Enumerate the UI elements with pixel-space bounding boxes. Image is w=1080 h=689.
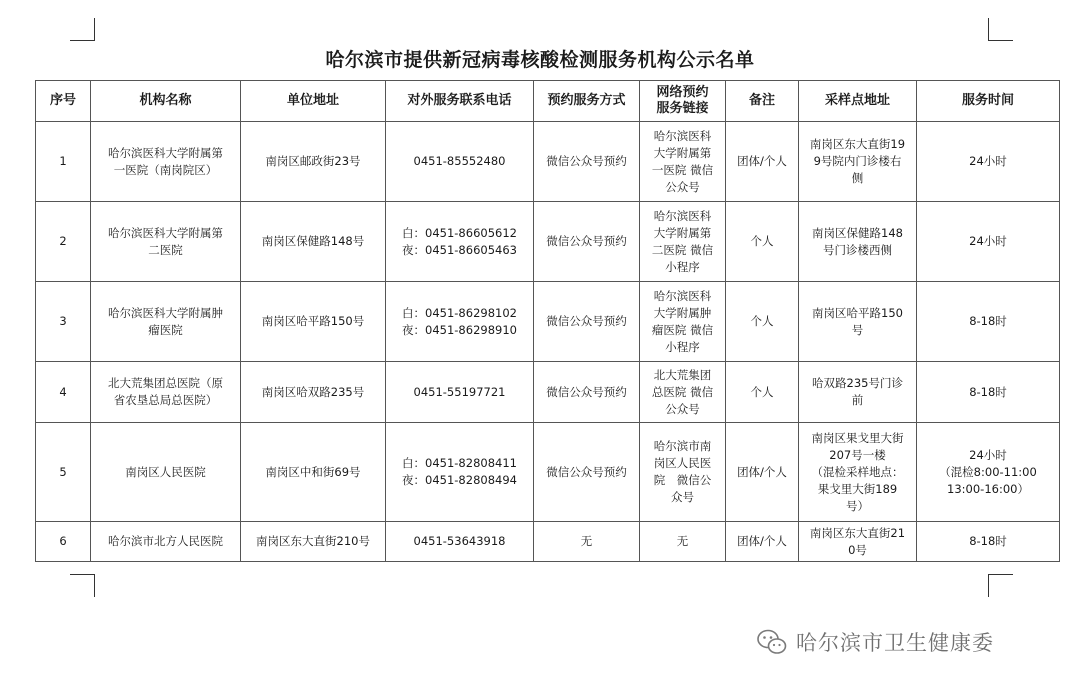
cell-sampling-site: 哈双路235号门诊 前: [799, 362, 917, 423]
cell-phone: 0451-53643918: [386, 522, 534, 562]
table-row: [36, 202, 1060, 282]
table-row: [36, 362, 1060, 423]
header-index: 序号: [36, 81, 91, 122]
table-row: [36, 522, 1060, 562]
cell-address: 南岗区中和街69号: [241, 423, 386, 522]
header-phone: 对外服务联系电话: [386, 81, 534, 122]
cell-address: 南岗区保健路148号: [241, 202, 386, 282]
table-row: [36, 423, 1060, 522]
cell-index: 4: [36, 362, 91, 423]
cell-booking-method: 微信公众号预约: [534, 122, 640, 202]
crop-mark-top-left: [70, 18, 95, 41]
cell-index: 6: [36, 522, 91, 562]
cell-institution: 哈尔滨市北方人民医院: [91, 522, 241, 562]
header-booking-method: 预约服务方式: [534, 81, 640, 122]
cell-institution: 哈尔滨医科大学附属第 二医院: [91, 202, 241, 282]
cell-remarks: 个人: [726, 282, 799, 362]
cell-remarks: 团体/个人: [726, 522, 799, 562]
cell-booking-link: 哈尔滨医科 大学附属第 一医院 微信 公众号: [640, 122, 726, 202]
institution-table: [35, 80, 1060, 562]
cell-phone: 白：0451-86605612 夜：0451-86605463: [386, 202, 534, 282]
cell-remarks: 个人: [726, 202, 799, 282]
cell-sampling-site: 南岗区东大直街21 0号: [799, 522, 917, 562]
wechat-icon: [756, 628, 788, 656]
cell-booking-method: 无: [534, 522, 640, 562]
cell-service-hours: 8-18时: [917, 362, 1060, 423]
source-watermark: [756, 624, 994, 660]
cell-address: 南岗区哈平路150号: [241, 282, 386, 362]
cell-phone: 0451-55197721: [386, 362, 534, 423]
cell-index: 3: [36, 282, 91, 362]
cell-sampling-site: 南岗区保健路148 号门诊楼西侧: [799, 202, 917, 282]
cell-remarks: 个人: [726, 362, 799, 423]
cell-booking-link: 哈尔滨医科 大学附属肿 瘤医院 微信 小程序: [640, 282, 726, 362]
cell-sampling-site: 南岗区哈平路150 号: [799, 282, 917, 362]
header-address: 单位地址: [241, 81, 386, 122]
header-service-hours: 服务时间: [917, 81, 1060, 122]
table-header-row: [36, 81, 1060, 122]
cell-sampling-site: 南岗区果戈里大街 207号一楼 （混检采样地点： 果戈里大街189 号）: [799, 423, 917, 522]
cell-address: 南岗区哈双路235号: [241, 362, 386, 423]
cell-institution: 北大荒集团总医院（原 省农垦总局总医院）: [91, 362, 241, 423]
cell-institution: 哈尔滨医科大学附属第 一医院（南岗院区）: [91, 122, 241, 202]
cell-index: 5: [36, 423, 91, 522]
crop-mark-bottom-right: [988, 574, 1013, 597]
header-institution: 机构名称: [91, 81, 241, 122]
crop-mark-top-right: [988, 18, 1013, 41]
document-title: 哈尔滨市提供新冠病毒核酸检测服务机构公示名单: [325, 49, 755, 71]
cell-booking-method: 微信公众号预约: [534, 362, 640, 423]
cell-sampling-site: 南岗区东大直街19 9号院内门诊楼右 侧: [799, 122, 917, 202]
table-row: [36, 282, 1060, 362]
cell-index: 2: [36, 202, 91, 282]
cell-institution: 南岗区人民医院: [91, 423, 241, 522]
cell-service-hours: 8-18时: [917, 522, 1060, 562]
cell-booking-method: 微信公众号预约: [534, 423, 640, 522]
cell-phone: 白：0451-86298102 夜：0451-86298910: [386, 282, 534, 362]
watermark-text: 哈尔滨市卫生健康委: [796, 631, 994, 655]
header-booking-link: 网络预约 服务链接: [640, 81, 726, 122]
cell-booking-link: 哈尔滨医科 大学附属第 二医院 微信 小程序: [640, 202, 726, 282]
header-remarks: 备注: [726, 81, 799, 122]
cell-booking-method: 微信公众号预约: [534, 202, 640, 282]
cell-remarks: 团体/个人: [726, 122, 799, 202]
header-sampling-site: 采样点地址: [799, 81, 917, 122]
cell-service-hours: 24小时: [917, 122, 1060, 202]
cell-index: 1: [36, 122, 91, 202]
cell-address: 南岗区邮政街23号: [241, 122, 386, 202]
cell-service-hours: 24小时: [917, 202, 1060, 282]
cell-address: 南岗区东大直街210号: [241, 522, 386, 562]
cell-service-hours: 8-18时: [917, 282, 1060, 362]
cell-institution: 哈尔滨医科大学附属肿 瘤医院: [91, 282, 241, 362]
cell-booking-method: 微信公众号预约: [534, 282, 640, 362]
cell-remarks: 团体/个人: [726, 423, 799, 522]
cell-phone: 0451-85552480: [386, 122, 534, 202]
cell-service-hours: 24小时 （混检8:00-11:00 13:00-16:00）: [917, 423, 1060, 522]
cell-booking-link: 北大荒集团 总医院 微信 公众号: [640, 362, 726, 423]
cell-booking-link: 哈尔滨市南 岗区人民医 院 微信公 众号: [640, 423, 726, 522]
cell-phone: 白：0451-82808411 夜：0451-82808494: [386, 423, 534, 522]
table-row: [36, 122, 1060, 202]
crop-mark-bottom-left: [70, 574, 95, 597]
cell-booking-link: 无: [640, 522, 726, 562]
